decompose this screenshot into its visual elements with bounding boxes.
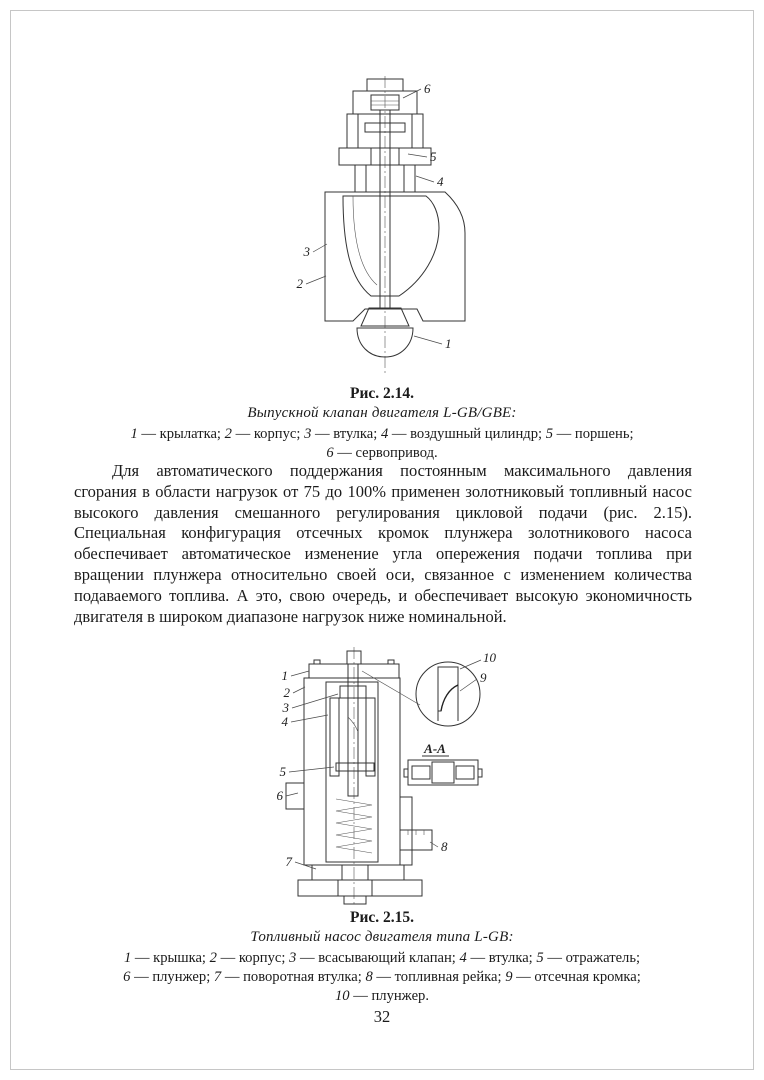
callout-5: 5 xyxy=(430,149,437,164)
callout-1: 1 xyxy=(281,668,288,683)
callout-9: 9 xyxy=(480,670,487,685)
callout-2: 2 xyxy=(283,685,290,700)
figure-2-14-label: Рис. 2.14. xyxy=(349,385,415,402)
callout-3: 3 xyxy=(282,700,289,715)
figure-2-15-label: Рис. 2.15. xyxy=(349,909,415,926)
figure-2-15-legend: 1 — крышка; 2 — корпус; 3 — всасывающий клапан; 4 — втулка; 5 — отражатель; 6 — плунжер; 7 — поворотная втулка; 8 — топливная рейка; 9 — отсечная кромка; 10 — плунжер. xyxy=(123,950,641,1004)
figure-2-14-legend: 1 — крылатка; 2 — корпус; 3 — втулка; 4 — воздушный цилиндр; 5 — поршень; 6 — сервопривод. xyxy=(130,426,634,461)
section-a-a-label: А-А xyxy=(424,741,446,756)
callout-8: 8 xyxy=(441,839,448,854)
callout-3: 3 xyxy=(303,244,310,259)
valve-cross-section xyxy=(325,76,465,376)
callout-1: 1 xyxy=(445,336,452,351)
callout-4: 4 xyxy=(437,174,444,189)
figure-2-15-title: Топливный насос двигателя типа L-GB: xyxy=(250,929,514,945)
figure-2-14-caption xyxy=(0,384,764,463)
figure-2-14-title: Выпускной клапан двигателя L-GB/GBE: xyxy=(247,405,517,421)
callout-6: 6 xyxy=(424,81,431,96)
figure-2-15-drawing xyxy=(262,647,514,907)
body-paragraph: Для автоматического поддержания постоянным максимального давления сгорания в области нагрузок от 75 до 100% применен золотниковый топливный насос высокого давления смешанного регулирования цикловой подачи (рис. 2.15). Специальная конфигурация отсечных кромок плунжера золотникового насоса обеспечивает автоматическое изменение угла опережения подачи топлива при вращении плунжера относительно своей оси, связанное с изменением количества подаваемого топлива. А это, свою очередь, и обеспечивает высокую экономичность двигателя в широком диапазоне нагрузок ниже номинальной. xyxy=(74,461,692,626)
figure-2-14-drawing xyxy=(268,76,502,380)
callout-10: 10 xyxy=(483,650,496,665)
figure-2-15-caption xyxy=(0,908,764,1005)
callout-7: 7 xyxy=(285,854,292,869)
page-number: 32 xyxy=(373,1007,391,1026)
callout-4: 4 xyxy=(281,714,288,729)
callout-5: 5 xyxy=(279,764,286,779)
figure-2-14-callouts xyxy=(297,81,452,351)
callout-2: 2 xyxy=(296,276,303,291)
callout-6: 6 xyxy=(276,788,283,803)
pump-cross-section xyxy=(283,647,482,905)
